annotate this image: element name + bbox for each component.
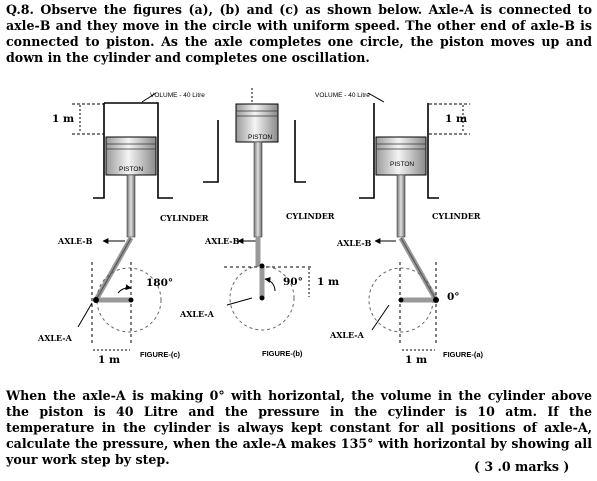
volume-label-c: VOLUME - 40 Litre: [150, 92, 205, 99]
figure-b-caption: FIGURE-(b): [262, 349, 303, 358]
stroke-label-a: 1 m: [445, 113, 468, 125]
diameter-label-c: 1 m: [98, 354, 121, 366]
diameter-label-a: 1 m: [405, 354, 428, 366]
angle-label-a: 0°: [447, 291, 460, 303]
piston-label-c: PISTON: [119, 166, 144, 173]
radius-label-b: 1 m: [317, 276, 340, 288]
cylinder-c-left-wall: [93, 103, 104, 198]
figure-a-caption: FIGURE-(a): [443, 350, 483, 359]
cylinder-label-c: CYLINDER: [160, 213, 209, 223]
angle-label-b: 90°: [283, 276, 303, 288]
axle-a-label-a: AXLE-A: [330, 330, 364, 340]
piston-a: [376, 137, 426, 175]
cylinder-label-a: CYLINDER: [432, 211, 481, 221]
cylinder-label-b: CYLINDER: [286, 211, 335, 221]
volume-label-a: VOLUME - 40 Litre: [315, 92, 370, 99]
angle-label-c: 180°: [146, 277, 174, 289]
figure-a: [315, 92, 484, 366]
axle-b-label-c: AXLE-B: [58, 236, 93, 246]
marks-label: ( 3 .0 marks ): [474, 459, 570, 474]
piston-label-a: PISTON: [390, 161, 415, 168]
axle-a-label-b: AXLE-A: [180, 309, 214, 319]
question-body: When the axle-A is making 0° with horizontal, the volume in the cylinder above the piston is 40 Litre and the pressure in the cylinder is 10 atm. If the temperature in the cylinder is always kept constant for all positions of axle-A, calculate the pressure, when the axle-A makes 135° with horizontal by showing all your work step by step.: [6, 388, 592, 467]
figure-c: [37, 92, 209, 366]
axle-b-label-a: AXLE-B: [337, 238, 372, 248]
question-intro: Q.8. Observe the figures (a), (b) and (c) as shown below. Axle-A is connected to axle-B and they move in the circle with uniform speed. The other end of axle-B is connected to piston. As the axle completes one circle, the piston moves up and down in the cylinder and completes one oscillation.: [6, 2, 592, 65]
axle-b-label-b: AXLE-B: [205, 236, 240, 246]
figure-b: [179, 88, 339, 358]
axle-a-label-c: AXLE-A: [38, 333, 72, 343]
piston-label-b: PISTON: [248, 134, 273, 141]
stroke-label-c: 1 m: [52, 113, 75, 125]
figure-c-caption: FIGURE-(c): [140, 350, 180, 359]
